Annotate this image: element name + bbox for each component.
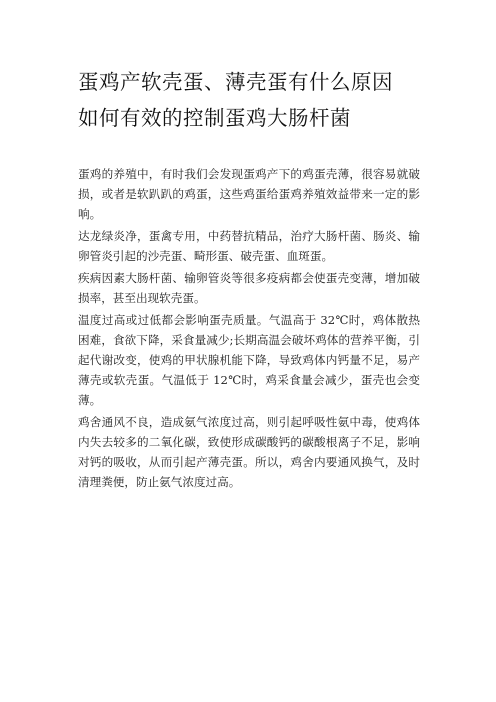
document-title [78,64,438,136]
paragraph-intro: 蛋鸡的养殖中，有时我们会发现蛋鸡产下的鸡蛋壳薄，很容易就破损，或者是软趴趴的鸡蛋，这些鸡蛋给蛋鸡养殖效益带来一定的影响。 [78,167,420,221]
title-line-2: 如何有效的控制蛋鸡大肠杆菌 [78,106,351,130]
document-body [78,164,420,494]
paragraph-disease-factors: 疾病因素大肠杆菌、输卵管炎等很多疫病都会使蛋壳变薄，增加破损率，甚至出现软壳蛋。 [78,271,420,305]
paragraph-product: 达龙绿炎净，蛋禽专用，中药替抗精品，治疗大肠杆菌、肠炎、输卵管炎引起的沙壳蛋、畸形蛋、破壳蛋、血斑蛋。 [78,229,420,263]
title-line-1: 蛋鸡产软壳蛋、薄壳蛋有什么原因 [78,70,393,94]
paragraph-ventilation: 鸡舍通风不良，造成氨气浓度过高，则引起呼吸性氨中毒，使鸡体内失去较多的二氧化碳，致使形成碳酸钙的碳酸根离子不足，影响对钙的吸收，从而引起产薄壳蛋。所以，鸡舍内要通风换气，及时清理粪便，防止氨气浓度过高。 [78,415,420,489]
paragraph-temperature: 温度过高或过低都会影响蛋壳质量。气温高于 32℃时，鸡体散热困难，食欲下降，采食量减少;长期高温会破坏鸡体的营养平衡，引起代谢改变，使鸡的甲状腺机能下降，导致鸡体内钙量不足，易产薄壳或软壳蛋。气温低于 12℃时，鸡采食量会减少，蛋壳也会变薄。 [78,313,420,407]
